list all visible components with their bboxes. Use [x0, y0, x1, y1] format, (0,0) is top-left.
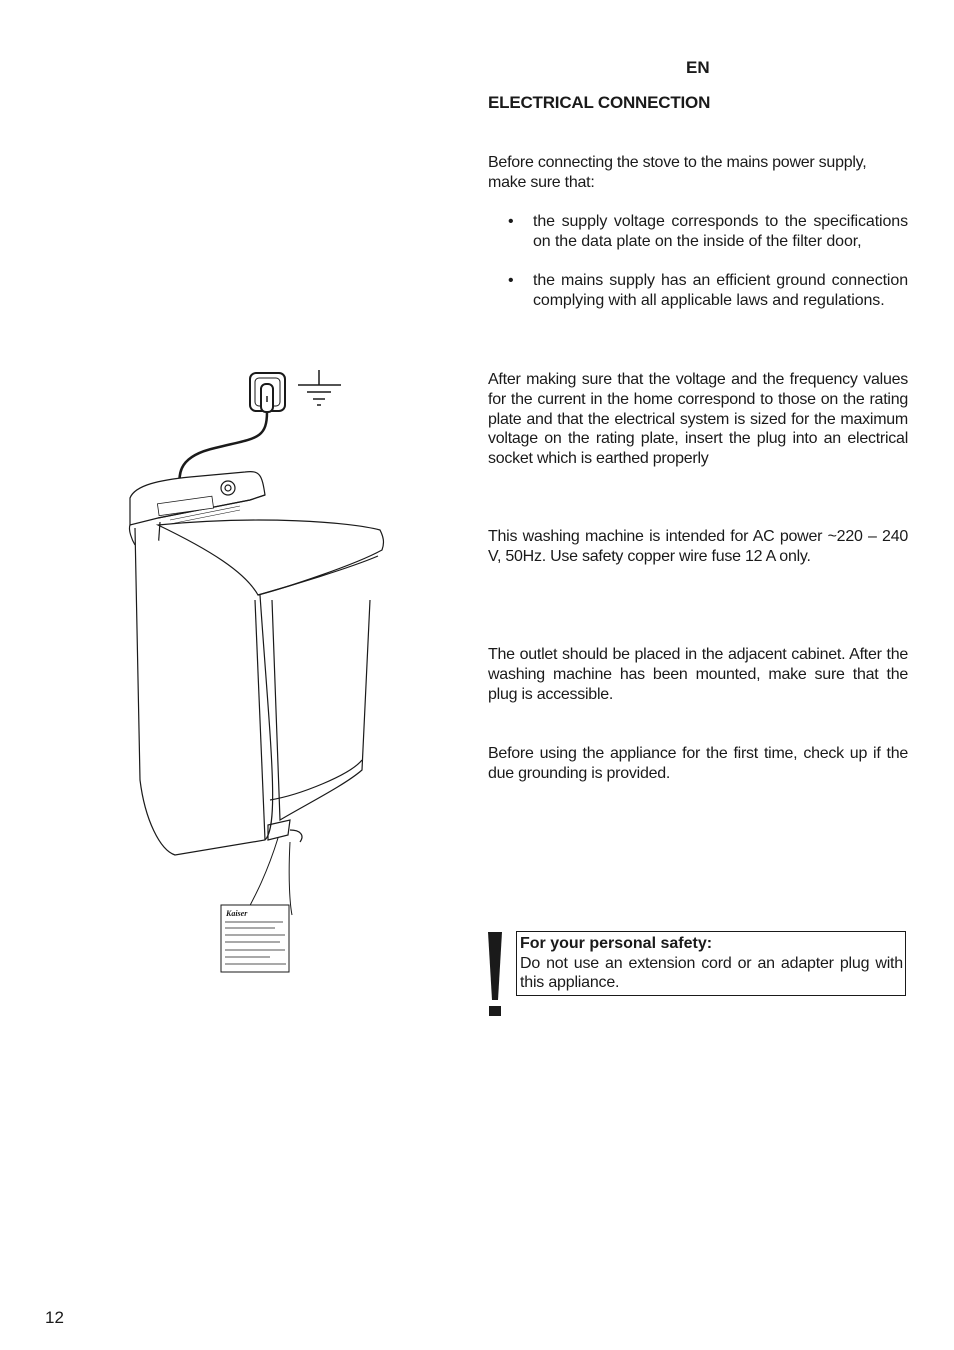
list-item	[508, 271, 908, 311]
bullet-marker: •	[508, 272, 514, 290]
voltage-check-paragraph: After making sure that the voltage and the frequency values for the current in the home correspond to those on the rating plate and that the electrical system is sized for the maximum voltage on the rating plate, insert the plug into an electrical socket which is earthed properly	[488, 371, 908, 468]
list-item-text: the supply voltage corresponds to the specifications on the data plate on the inside of the filter door,	[533, 213, 908, 250]
page-number: 12	[45, 1308, 64, 1327]
list-item-text: the mains supply has an efficient ground connection complying with all applicable laws and regulations.	[533, 272, 908, 310]
rating-plate	[221, 905, 289, 972]
rating-plate-pointer	[245, 838, 292, 915]
intro-paragraph: Before connecting the stove to the mains power supply, make sure that:	[488, 154, 867, 191]
ac-power-paragraph: This washing machine is intended for AC power ~220 – 240 V, 50Hz. Use safety copper wire fuse 12 A only.	[488, 528, 908, 565]
section-title: ELECTRICAL CONNECTION	[488, 93, 711, 112]
grounding-paragraph: Before using the appliance for the first time, check up if the due grounding is provided.	[488, 745, 908, 782]
rating-plate-brand: Kaiser	[226, 909, 248, 918]
wall-socket-icon	[250, 373, 285, 412]
washing-machine	[129, 472, 383, 855]
exclamation-icon	[482, 932, 508, 1018]
safety-warning-box	[516, 931, 906, 996]
language-tag: EN	[686, 58, 710, 77]
washing-machine-illustration	[100, 360, 400, 990]
warning-text: Do not use an extension cord or an adapter plug with this appliance.	[520, 954, 903, 991]
ground-symbol-icon	[298, 370, 341, 405]
outlet-paragraph: The outlet should be placed in the adjacent cabinet. After the washing machine has been mounted, make sure that the plug is accessible.	[488, 646, 908, 703]
warning-title: For your personal safety:	[520, 935, 713, 952]
bullet-marker: •	[508, 213, 514, 230]
requirements-list	[508, 212, 908, 311]
list-item	[508, 212, 908, 252]
